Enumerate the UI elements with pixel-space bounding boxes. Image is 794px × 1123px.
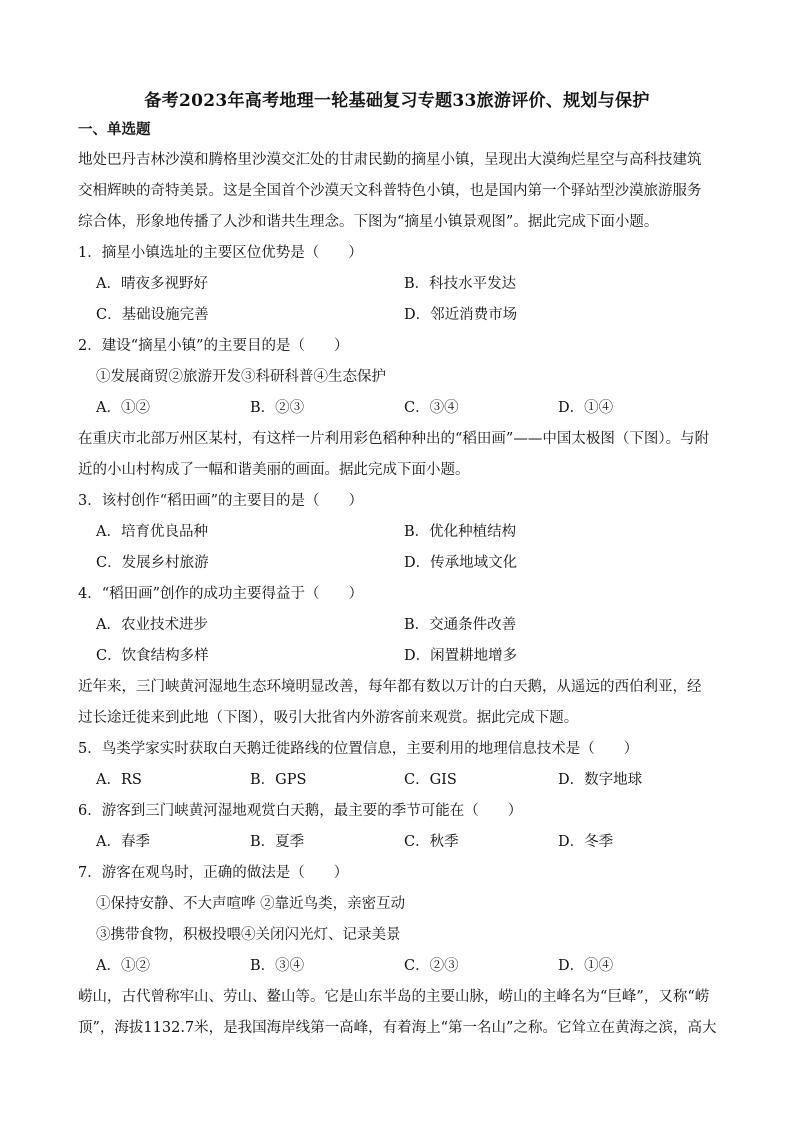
option-b: B．③④: [250, 958, 305, 974]
option-d: D．①④: [558, 958, 614, 974]
question-stem: 3．该村创作“稻田画”的主要目的是（ ）: [78, 493, 364, 509]
option-a: A．农业技术进步: [96, 617, 208, 633]
option-b: B．科技水平发达: [404, 276, 517, 292]
question-items: ①发展商贸②旅游开发③科研科普④生态保护: [96, 369, 386, 385]
option-a: A．①②: [96, 958, 150, 974]
option-c: C．秋季: [404, 834, 459, 850]
passage-line: 交相辉映的奇特美景。这是全国首个沙漠天文科普特色小镇，也是国内第一个驿站型沙漠旅游服务: [78, 183, 702, 199]
passage-line: 综合体，形象地传播了人沙和谐共生理念。下图为“摘星小镇景观图”。据此完成下面小题。: [78, 214, 659, 230]
section-heading: 一、单选题: [78, 121, 151, 138]
option-b: B．优化种植结构: [404, 524, 517, 540]
question-items: ③携带食物，积极投喂④关闭闪光灯、记录美景: [96, 927, 401, 943]
passage-line: 顶”，海拔1132.7米，是我国海岸线第一高峰，有着海上“第一名山”之称。它耸立在黄海之滨，高大: [78, 1020, 717, 1036]
passage-line: 近年来，三门峡黄河湿地生态环境明显改善，每年都有数以万计的白天鹅，从遥远的西伯利亚，经: [78, 679, 702, 695]
option-a: A．RS: [96, 772, 142, 788]
question-stem: 6．游客到三门峡黄河湿地观赏白天鹅，最主要的季节可能在（ ）: [78, 803, 523, 819]
option-b: B．GPS: [250, 772, 307, 788]
option-d: D．数字地球: [558, 772, 643, 788]
option-a: A．①②: [96, 400, 150, 416]
question-stem: 7．游客在观鸟时，正确的做法是（ ）: [78, 865, 349, 881]
option-c: C．发展乡村旅游: [96, 555, 209, 571]
option-d: D．邻近消费市场: [404, 307, 518, 323]
passage-line: 崂山，古代曾称牢山、劳山、鳌山等。它是山东半岛的主要山脉，崂山的主峰名为“巨峰”，又称“崂: [78, 989, 710, 1005]
option-d: D．闲置耕地增多: [404, 648, 518, 664]
option-c: C．②③: [404, 958, 459, 974]
option-b: B．②③: [250, 400, 305, 416]
option-a: A．培育优良品种: [96, 524, 208, 540]
passage-line: 近的小山村构成了一幅和谐美丽的画面。据此完成下面小题。: [78, 462, 470, 478]
option-c: C．③④: [404, 400, 459, 416]
option-a: A．晴夜多视野好: [96, 276, 208, 292]
option-c: C．基础设施完善: [96, 307, 209, 323]
option-a: A．春季: [96, 834, 150, 850]
question-items: ①保持安静、不大声喧哗 ②靠近鸟类，亲密互动: [96, 896, 406, 912]
option-b: B．夏季: [250, 834, 305, 850]
option-d: D．传承地域文化: [404, 555, 518, 571]
option-c: C．饮食结构多样: [96, 648, 209, 664]
passage-line: 地处巴丹吉林沙漠和腾格里沙漠交汇处的甘肃民勤的摘星小镇，呈现出大漠绚烂星空与高科技建筑: [78, 152, 702, 168]
option-c: C．GIS: [404, 772, 457, 788]
option-d: D．①④: [558, 400, 614, 416]
option-b: B．交通条件改善: [404, 617, 517, 633]
question-stem: 5．鸟类学家实时获取白天鹅迁徙路线的位置信息，主要利用的地理信息技术是（ ）: [78, 741, 639, 757]
page-title: 备考2023年高考地理一轮基础复习专题33旅游评价、规划与保护: [144, 91, 650, 111]
question-stem: 4．“稻田画”创作的成功主要得益于（ ）: [78, 586, 364, 602]
question-stem: 2．建设“摘星小镇”的主要目的是（ ）: [78, 338, 349, 354]
option-d: D．冬季: [558, 834, 614, 850]
question-stem: 1．摘星小镇选址的主要区位优势是（ ）: [78, 245, 363, 261]
passage-line: 过长途迁徙来到此地（下图），吸引大批省内外游客前来观赏。据此完成下题。: [78, 710, 579, 726]
passage-line: 在重庆市北部万州区某村，有这样一片利用彩色稻种种出的“稻田画”——中国太极图（下图）。与附: [78, 431, 710, 447]
